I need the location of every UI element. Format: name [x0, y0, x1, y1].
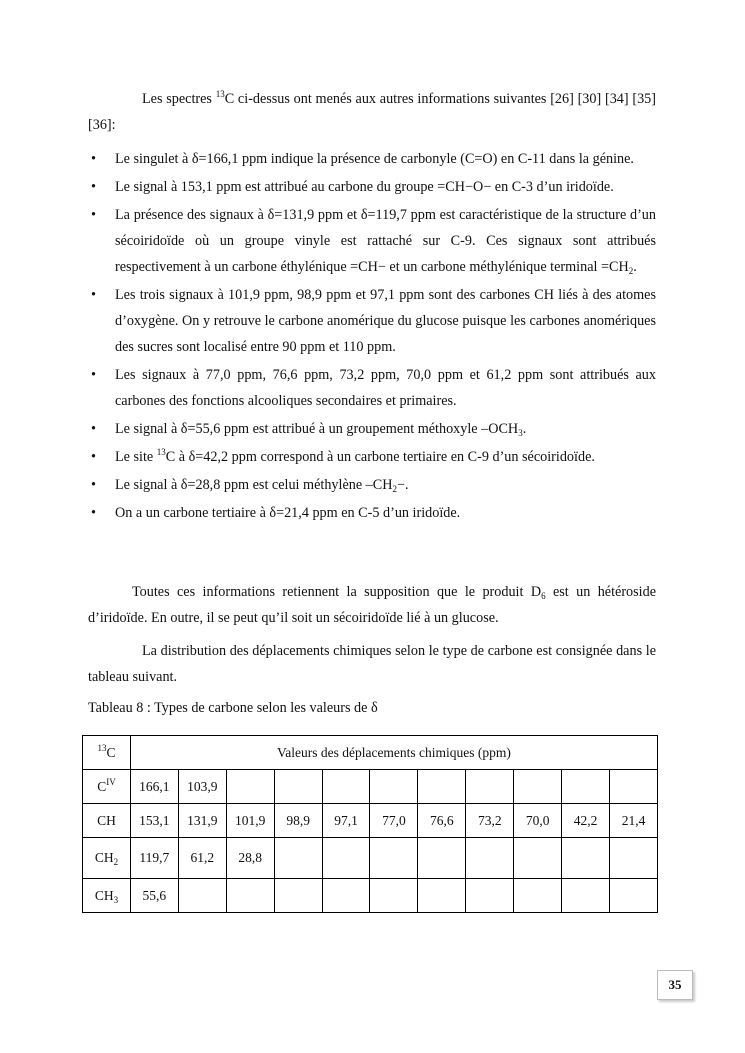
table-cell	[514, 838, 562, 879]
intro-paragraph: Les spectres $^{13}$C ci-dessus ont menés aux autres informations suivantes [26] [30] [34] [35] [36]:	[88, 89, 656, 133]
table-cell	[514, 770, 562, 804]
table-cell: 55,6	[130, 879, 178, 913]
table-cell	[226, 879, 274, 913]
table-cell	[610, 838, 658, 879]
list-item: • Le singulet à δ=166,1 ppm indique la présence de carbonyle (C=O) en C-11 dans la génine.	[88, 146, 656, 172]
table-row	[83, 804, 658, 838]
table-cell	[322, 838, 370, 879]
table-header-row	[83, 736, 658, 770]
table-cell: 73,2	[466, 804, 514, 838]
table-row	[83, 770, 658, 804]
table-cell: 119,7	[130, 838, 178, 879]
table-corner-cell: $^{13}$C	[83, 736, 131, 770]
table-cell	[466, 879, 514, 913]
bullet-icon: •	[91, 207, 96, 223]
table-cell	[418, 838, 466, 879]
table-cell: 70,0	[514, 804, 562, 838]
table-cell	[370, 838, 418, 879]
row-label: $CH_3$	[83, 879, 131, 913]
bullet-icon: •	[91, 151, 96, 167]
list-item: • On a un carbone tertiaire à δ=21,4 ppm en C-5 d’un iridoïde.	[88, 500, 656, 526]
row-label: CH	[83, 804, 131, 838]
table-cell: 77,0	[370, 804, 418, 838]
table-cell: 42,2	[562, 804, 610, 838]
table-cell	[466, 770, 514, 804]
bullet-icon: •	[91, 287, 96, 303]
bullet-icon: •	[91, 505, 96, 521]
table-cell: 153,1	[130, 804, 178, 838]
table-cell: 28,8	[226, 838, 274, 879]
list-item: • Le signal à 153,1 ppm est attribué au carbone du groupe =CH−O− en C-3 d’un iridoïde.	[88, 174, 656, 200]
list-item: • Les signaux à 77,0 ppm, 76,6 ppm, 73,2 ppm, 70,0 ppm et 61,2 ppm sont attribués aux carbones des fonctions alcooliques secondaires et primaires.	[88, 362, 656, 414]
table-cell	[562, 879, 610, 913]
page-number: 35	[657, 970, 693, 1000]
table-cell	[610, 879, 658, 913]
bullet-icon: •	[91, 421, 96, 437]
table-cell: 97,1	[322, 804, 370, 838]
table-cell	[418, 879, 466, 913]
table-cell	[322, 770, 370, 804]
table-cell	[466, 838, 514, 879]
list-item: • Le signal à δ=28,8 ppm est celui méthylène $-CH_2-$.	[88, 472, 656, 498]
distribution-paragraph: La distribution des déplacements chimiques selon le type de carbone est consignée dans le tableau suivant.	[88, 643, 656, 685]
table-cell	[562, 770, 610, 804]
table-cell	[274, 770, 322, 804]
table-cell: 76,6	[418, 804, 466, 838]
table-cell: 103,9	[178, 770, 226, 804]
table-cell	[274, 838, 322, 879]
table-cell: 166,1	[130, 770, 178, 804]
table-cell: 61,2	[178, 838, 226, 879]
table-cell	[562, 838, 610, 879]
carbon-types-table	[82, 735, 658, 913]
table-cell	[226, 770, 274, 804]
conclusion-paragraph: Toutes ces informations retiennent la supposition que le produit $D_6$ est un hétéroside d’iridoïde. En outre, il se peut qu’il soit un sécoiridoïde lié à un glucose.	[88, 584, 656, 626]
table-cell	[322, 879, 370, 913]
table-cell	[514, 879, 562, 913]
table-row	[83, 838, 658, 879]
bullet-icon: •	[91, 477, 96, 493]
table-cell	[370, 879, 418, 913]
table-cell	[274, 879, 322, 913]
list-item: • Les trois signaux à 101,9 ppm, 98,9 ppm et 97,1 ppm sont des carbones CH liés à des atomes d’oxygène. On y retrouve le carbone anomérique du glucose puisque les carbones anomériques des sucres sont localisé entre 90 ppm et 110 ppm.	[88, 282, 656, 360]
table-cell: 131,9	[178, 804, 226, 838]
table-cell	[610, 770, 658, 804]
list-item: • La présence des signaux à δ=131,9 ppm et δ=119,7 ppm est caractéristique de la structure d’un sécoiridoïde où un groupe vinyle est rattaché sur C-9. Ces signaux sont attribués respectivement à un carbone éthylénique =CH− et un carbone méthylénique terminal $=CH_2$.	[88, 202, 656, 280]
row-label: $CH_2$	[83, 838, 131, 879]
row-label: $C^{IV}$	[83, 770, 131, 804]
table-caption: Tableau 8 : Types de carbone selon les valeurs de δ	[88, 700, 378, 716]
table-cell: 21,4	[610, 804, 658, 838]
bullet-icon: •	[91, 367, 96, 383]
list-item: • Le signal à δ=55,6 ppm est attribué à un groupement méthoxyle $-OCH_3$.	[88, 416, 656, 442]
table-cell	[418, 770, 466, 804]
list-item: • Le site $^{13}$C à δ=42,2 ppm correspond à un carbone tertiaire en C-9 d’un sécoiridoïde.	[88, 444, 656, 470]
bullet-icon: •	[91, 179, 96, 195]
table-cell: 101,9	[226, 804, 274, 838]
info-list	[88, 146, 656, 528]
table-cell: 98,9	[274, 804, 322, 838]
bullet-icon: •	[91, 449, 96, 465]
table-row	[83, 879, 658, 913]
table-cell	[370, 770, 418, 804]
table-header: Valeurs des déplacements chimiques (ppm)	[130, 736, 657, 770]
table-cell	[178, 879, 226, 913]
